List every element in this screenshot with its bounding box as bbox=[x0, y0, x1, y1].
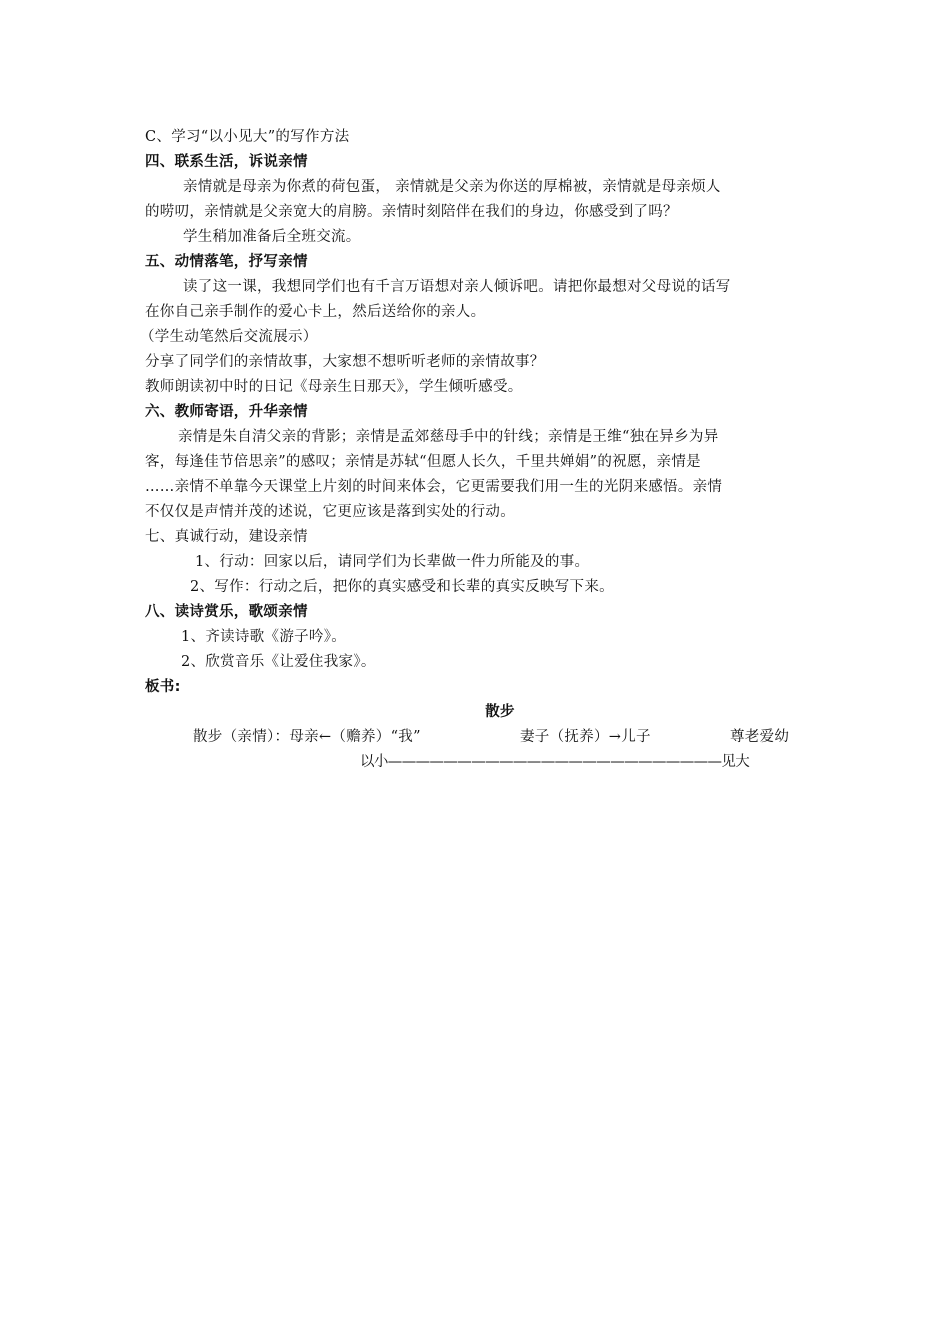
text-line: 学生稍加准备后全班交流。 bbox=[183, 229, 361, 245]
text-line: 不仅仅是声情并茂的述说，它更应该是落到实处的行动。 bbox=[145, 504, 515, 520]
board-label: 板书: bbox=[145, 679, 181, 695]
text-line: 读了这一课，我想同学们也有千言万语想对亲人倾诉吧。请把你最想对父母说的话写 bbox=[183, 279, 731, 295]
section-heading: 五、动情落笔，抒写亲情 bbox=[145, 254, 308, 270]
board-row1-right: 尊老爱幼 bbox=[730, 729, 790, 745]
text-line: ……亲情不单靠今天课堂上片刻的时间来体会，它更需要我们用一生的光阴来感悟。亲情 bbox=[145, 479, 723, 495]
text-line: 亲情是朱自清父亲的背影；亲情是孟郊慈母手中的针线；亲情是王维“独在异乡为异 bbox=[178, 429, 719, 445]
board-row1-left: 散步（亲情）：母亲←（赡养）“我” bbox=[193, 729, 421, 745]
section-heading: 四、联系生活，诉说亲情 bbox=[145, 154, 308, 170]
text-line: 教师朗读初中时的日记《母亲生日那天》，学生倾听感受。 bbox=[145, 379, 523, 395]
text-line: 分享了同学们的亲情故事，大家想不想听听老师的亲情故事？ bbox=[145, 354, 545, 370]
text-line: 亲情就是母亲为你煮的荷包蛋， 亲情就是父亲为你送的厚棉被，亲情就是母亲烦人 bbox=[183, 179, 721, 195]
board-row2: 以小————————————————————————见大 bbox=[360, 754, 750, 770]
board-row1-mid: 妻子（抚养）→儿子 bbox=[520, 729, 651, 745]
text-line: C、学习“以小见大”的写作方法 bbox=[145, 129, 350, 145]
list-item: 1、齐读诗歌《游子吟》。 bbox=[181, 629, 347, 645]
section-heading: 六、教师寄语，升华亲情 bbox=[145, 404, 308, 420]
list-item: 1、行动：回家以后，请同学们为长辈做一件力所能及的事。 bbox=[195, 554, 590, 570]
text-line: （学生动笔然后交流展示） bbox=[140, 329, 318, 345]
text-line: 客，每逢佳节倍思亲”的感叹；亲情是苏轼“但愿人长久，千里共婵娟”的祝愿，亲情是 bbox=[145, 454, 701, 470]
text-line: 在你自己亲手制作的爱心卡上，然后送给你的亲人。 bbox=[145, 304, 486, 320]
list-item: 2、欣赏音乐《让爱住我家》。 bbox=[181, 654, 376, 670]
section-heading-plain: 七、真诚行动，建设亲情 bbox=[145, 529, 308, 545]
board-title: 散步 bbox=[485, 704, 515, 720]
text-line: 的唠叨，亲情就是父亲宽大的肩膀。亲情时刻陪伴在我们的身边，你感受到了吗？ bbox=[145, 204, 678, 220]
section-heading: 八、读诗赏乐，歌颂亲情 bbox=[145, 604, 308, 620]
list-item: 2、写作：行动之后，把你的真实感受和长辈的真实反映写下来。 bbox=[190, 579, 614, 595]
